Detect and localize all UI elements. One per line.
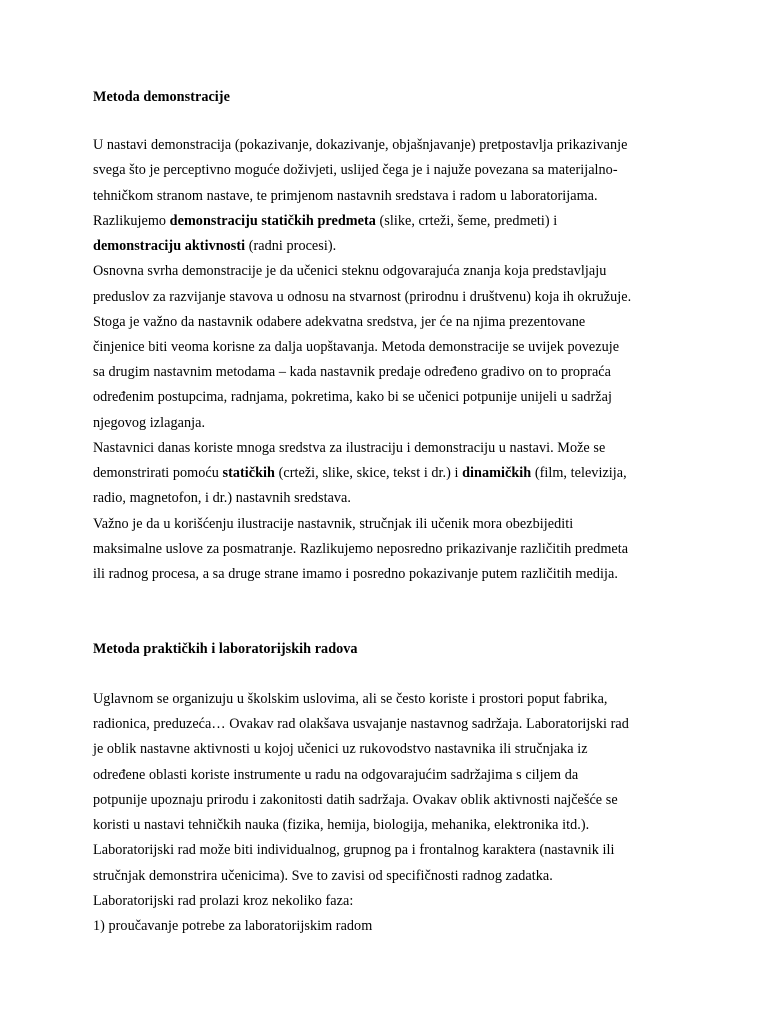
- paragraph-line: stručnjak demonstrira učenicima). Sve to zavisi od specifičnosti radnog zadatka.: [93, 868, 553, 884]
- paragraph-line: demonstrirati pomoću statičkih (crteži, slike, skice, tekst i dr.) i dinamičkih (film, televizija,: [93, 465, 627, 481]
- paragraph-line: koristi u nastavi tehničkih nauka (fizika, hemija, biologija, mehanika, elektronika itd.).: [93, 817, 590, 833]
- paragraph-line: Nastavnici danas koriste mnoga sredstva za ilustraciju i demonstraciju u nastavi. Može se: [93, 440, 606, 456]
- paragraph-line: Uglavnom se organizuju u školskim uslovima, ali se često koriste i prostori poput fabrika,: [93, 691, 608, 707]
- section-heading: Metoda praktičkih i laboratorijskih radova: [93, 641, 358, 657]
- paragraph-line: potpunije upoznaju prirodu i zakonitosti datih sadržaja. Ovakav oblik aktivnosti najčešće se: [93, 792, 618, 808]
- paragraph-line: sa drugim nastavnim metodama – kada nastavnik predaje određeno gradivo on to propraća: [93, 364, 611, 380]
- paragraph-line: demonstraciju aktivnosti (radni procesi).: [93, 238, 337, 254]
- bold-term: demonstraciju statičkih predmeta: [169, 213, 376, 229]
- paragraph-line: činjenice biti veoma korisne za dalja uopštavanja. Metoda demonstracije se uvijek povezuje: [93, 339, 620, 355]
- paragraph-line: svega što je perceptivno moguće doživjeti, uslijed čega je i najuže povezana sa materijalno-: [93, 162, 618, 178]
- paragraph-line: Stoga je važno da nastavnik odabere adekvatna sredstva, jer će na njima prezentovane: [93, 314, 586, 330]
- paragraph-line: određenim postupcima, radnjama, pokretima, kako bi se učenici potpunije unijeli u sadržaj: [93, 389, 612, 405]
- paragraph-line: Laboratorijski rad prolazi kroz nekoliko faza:: [93, 893, 354, 909]
- paragraph-line: radionica, preduzeća… Ovakav rad olakšava usvajanje nastavnog sadržaja. Laboratorijski rad: [93, 716, 629, 732]
- paragraph-line: preduslov za razvijanje stavova u odnosu na stvarnost (prirodnu i društvenu) koja ih okružuje.: [93, 289, 632, 305]
- paragraph-line: maksimalne uslove za posmatranje. Razlikujemo neposredno prikazivanje različitih predmeta: [93, 541, 629, 557]
- paragraph-line: tehničkom stranom nastave, te primjenom nastavnih sredstava i radom u laboratorijama.: [93, 188, 598, 204]
- paragraph-line: je oblik nastavne aktivnosti u kojoj učenici uz rukovodstvo nastavnika ili stručnjaka iz: [93, 741, 588, 757]
- paragraph-line: njegovog izlaganja.: [93, 415, 206, 431]
- section-heading: Metoda demonstracije: [93, 89, 230, 105]
- paragraph-line: Važno je da u korišćenju ilustracije nastavnik, stručnjak ili učenik mora obezbijediti: [93, 516, 574, 532]
- paragraph-line: Osnovna svrha demonstracije je da učenici steknu odgovarajuća znanja koja predstavljaju: [93, 263, 607, 279]
- paragraph-line: U nastavi demonstracija (pokazivanje, dokazivanje, objašnjavanje) pretpostavlja prikazivanje: [93, 137, 628, 153]
- bold-term: dinamičkih: [462, 465, 532, 481]
- paragraph-line: radio, magnetofon, i dr.) nastavnih sredstava.: [93, 490, 351, 506]
- paragraph-line: Laboratorijski rad može biti individualnog, grupnog pa i frontalnog karaktera (nastavnik ili: [93, 842, 615, 858]
- bold-term: statičkih: [222, 465, 275, 481]
- paragraph-line: ili radnog procesa, a sa druge strane imamo i posredno pokazivanje putem različitih medija.: [93, 566, 618, 582]
- bold-term: demonstraciju aktivnosti: [93, 238, 246, 254]
- paragraph-line: određene oblasti koriste instrumente u radu na odgovarajućim sadržajima s ciljem da: [93, 767, 579, 783]
- list-item: 1) proučavanje potrebe za laboratorijskim radom: [93, 918, 373, 934]
- paragraph-line: Razlikujemo demonstraciju statičkih predmeta (slike, crteži, šeme, predmeti) i: [93, 213, 558, 229]
